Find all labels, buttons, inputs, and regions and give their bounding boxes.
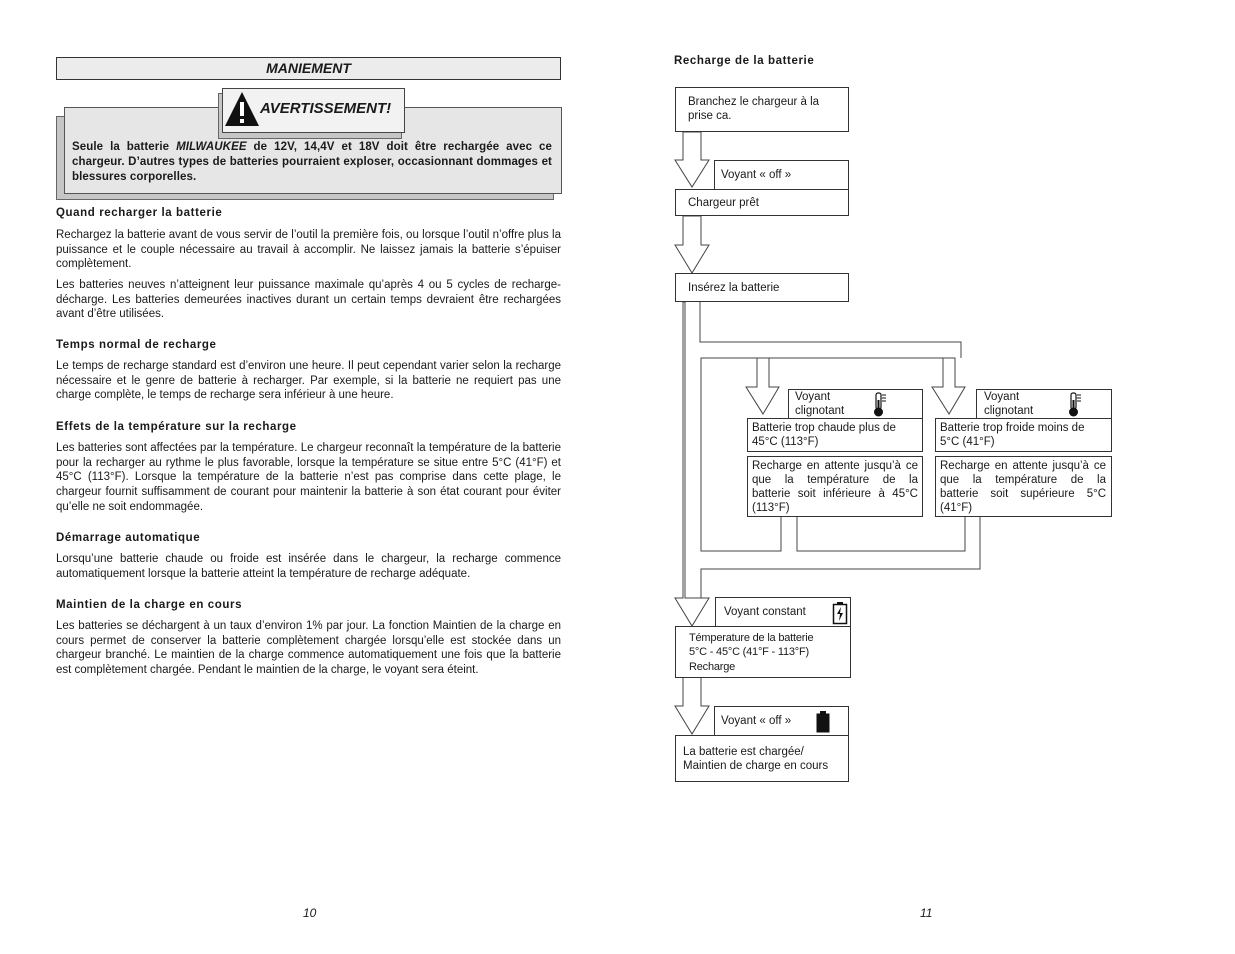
section-heading: Maintien de la charge en cours <box>56 599 243 611</box>
flow-waiting-cold: Recharge en attente jusqu’à ce que la température de la batterie soit supérieure 5°C (41°F) <box>935 456 1112 517</box>
flow-condition-too-cold: Batterie trop froide moins de 5°C (41°F) <box>935 418 1112 452</box>
paragraph: Le temps de recharge standard est d’environ une heure. Il peut cependant varier selon la recharge nécessaire et le genre de batterie à recharger. Par exemple, si la batterie ne requiert pas une charge complète, le temps de recharge sera inférieur à une heure. <box>56 360 561 402</box>
warning-text: Seule la batterie MILWAUKEE de 12V, 14,4V et 18V doit être rechargée avec ce chargeur. D’autres types de batteries pourraient exploser, occasionnant dommages et blessures corporelles. <box>72 141 552 183</box>
flow-condition-too-hot: Batterie trop chaude plus de 45°C (113°F) <box>747 418 923 452</box>
flow-light-off-final: Voyant « off » <box>714 706 849 736</box>
paragraph: Les batteries sont affectées par la température. Le chargeur reconnaît la température de la batterie pour la recharger au rythme le plus favorable, lorsque la température se situe entre 5°C (41°F) et 45°C (113°F). Lorsque la température de la batterie n’est pas comprise dans cette plage, le chargeur fournit suffisamment de courant pour maintenir la batterie à son état courant pour éviter qu’elle ne soit endommagée. <box>56 442 561 513</box>
page-number: 11 <box>920 906 933 920</box>
section-heading: Quand recharger la batterie <box>56 207 223 219</box>
flow-waiting-hot: Recharge en attente jusqu’à ce que la température de la batterie soit inférieure à 45°C (113°F) <box>747 456 923 517</box>
section-heading: Démarrage automatique <box>56 532 201 544</box>
flow-light-constant: Voyant constant <box>715 597 851 627</box>
battery-full-icon <box>815 710 831 734</box>
flowchart-title: Recharge de la batterie <box>674 55 815 67</box>
flow-light-blinking-cold: Voyant clignotant <box>976 389 1112 419</box>
flow-step-charger-ready: Chargeur prêt <box>675 189 849 216</box>
section-heading: Temps normal de recharge <box>56 339 217 351</box>
flow-light-off: Voyant « off » <box>714 160 849 190</box>
flow-light-blinking-hot: Voyant clignotant <box>788 389 923 419</box>
flow-step-charging: Témperature de la batterie 5°C - 45°C (41°F - 113°F) Recharge <box>675 626 851 678</box>
thermometer-icon <box>1067 392 1083 418</box>
section-heading: Effets de la température sur la recharge <box>56 421 297 433</box>
paragraph: Les batteries neuves n’atteignent leur puissance maximale qu’après 4 ou 5 cycles de recharge-décharge. Les batteries demeurées inactives durant un certain temps devraient être rechargées avant d’être utilisées. <box>56 279 561 321</box>
page-number: 10 <box>303 906 317 920</box>
battery-charging-icon <box>832 601 848 625</box>
paragraph: Les batteries se déchargent à un taux d’environ 1% par jour. La fonction Maintien de la charge en cours permet de conserver la batterie complètement chargée lorsqu’elle est stockée dans un chargeur branché. Le maintien de la charge commence automatiquement une fois que la batterie est complètement chargée. Pendant le maintien de la charge, le voyant sera éteint. <box>56 620 561 677</box>
flow-step-plug-in: Branchez le chargeur à la prise ca. <box>675 87 849 132</box>
paragraph: Rechargez la batterie avant de vous servir de l’outil la première fois, ou lorsque l’outil n’offre plus la puissance et le couple nécessaire au travail à accomplir. Ne laissez jamais la batterie s’épuiser complètement. <box>56 229 561 271</box>
flow-step-charged: La batterie est chargée/ Maintien de charge en cours <box>675 735 849 782</box>
brand-name: MILWAUKEE <box>176 141 247 153</box>
warning-title: AVERTISSEMENT! <box>260 100 392 117</box>
thermometer-icon <box>872 392 888 418</box>
section-title: MANIEMENT <box>56 57 561 80</box>
flow-step-insert-battery: Insérez la batterie <box>675 273 849 302</box>
paragraph: Lorsqu’une batterie chaude ou froide est insérée dans le chargeur, la recharge commence automatiquement lorsque la batterie atteint la température de recharge adéquate. <box>56 553 561 580</box>
